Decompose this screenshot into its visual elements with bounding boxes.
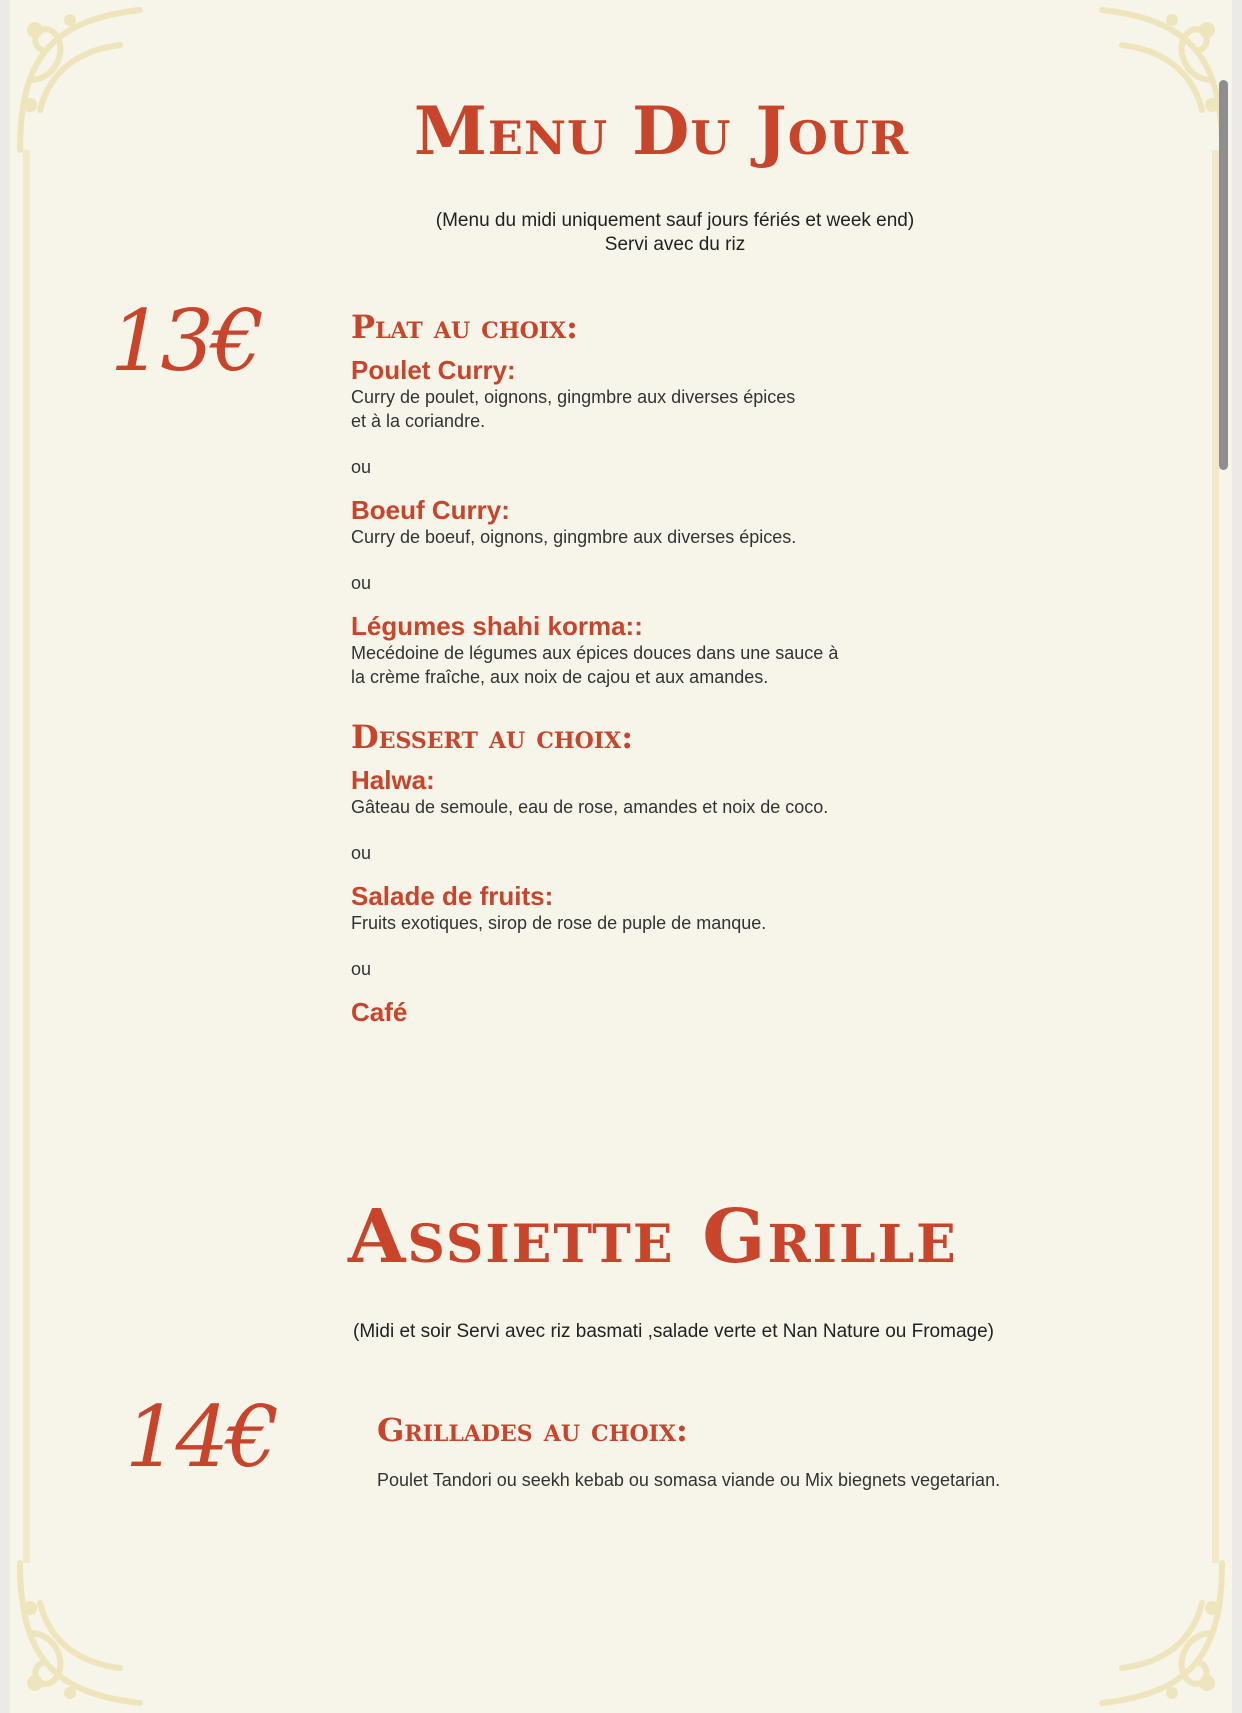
menu-du-jour-subtitle [10, 209, 1232, 257]
item-name: Légumes shahi korma:: [351, 611, 643, 641]
assiette-grille-title: Assiette Grille [348, 1194, 958, 1280]
menu-item [351, 765, 1171, 819]
item-name: Poulet Curry: [351, 355, 516, 385]
right-border-line [1212, 150, 1219, 1563]
menu-du-jour-title: Menu Du Jour [413, 92, 910, 170]
item-description: Mecédoine de légumes aux épices douces dans une sauce à la crème fraîche, aux noix de cajou et aux amandes. [351, 643, 839, 687]
corner-ornament-icon [10, 1543, 180, 1713]
menu-item [351, 355, 1171, 433]
item-description: Gâteau de semoule, eau de rose, amandes et noix de coco. [351, 797, 829, 817]
item-description: Fruits exotiques, sirop de rose de puple de manque. [351, 913, 767, 933]
menu-item [351, 997, 1171, 1027]
vertical-scrollbar[interactable] [1219, 80, 1228, 470]
subtitle-line: (Menu du midi uniquement sauf jours fériés et week end) [435, 210, 915, 231]
grillades-section [377, 1410, 1197, 1492]
separator-ou: ou [351, 457, 372, 477]
menu-du-jour-price: 13€ [110, 292, 262, 390]
menu-item [351, 611, 1171, 689]
item-name: Boeuf Curry: [351, 495, 510, 525]
dessert-heading: Dessert au choix: [351, 718, 634, 756]
grillades-heading: Grillades au choix: [377, 1411, 688, 1449]
assiette-grille-price: 14€ [125, 1388, 277, 1486]
plat-heading: Plat au choix: [351, 308, 578, 346]
menu-item [351, 881, 1171, 935]
separator-ou: ou [351, 959, 372, 979]
item-description: Curry de poulet, oignons, gingmbre aux diverses épices et à la coriandre. [351, 387, 796, 431]
item-name: Café [351, 997, 408, 1027]
item-description: Curry de boeuf, oignons, gingmbre aux diverses épices. [351, 527, 797, 547]
left-border-line [23, 150, 30, 1563]
item-name: Salade de fruits: [351, 881, 554, 911]
subtitle-line: Servi avec du riz [604, 234, 746, 255]
menu-page [10, 0, 1232, 1713]
menu-du-jour-content [351, 307, 1171, 1027]
assiette-grille-subtitle: (Midi et soir Servi avec riz basmati ,salade verte et Nan Nature ou Fromage) [353, 1321, 994, 1342]
corner-ornament-icon [1062, 1543, 1232, 1713]
grillades-description: Poulet Tandori ou seekh kebab ou somasa viande ou Mix biegnets vegetarian. [377, 1470, 1001, 1490]
separator-ou: ou [351, 843, 372, 863]
menu-item [351, 495, 1171, 549]
separator-ou: ou [351, 573, 372, 593]
item-name: Halwa: [351, 765, 435, 795]
